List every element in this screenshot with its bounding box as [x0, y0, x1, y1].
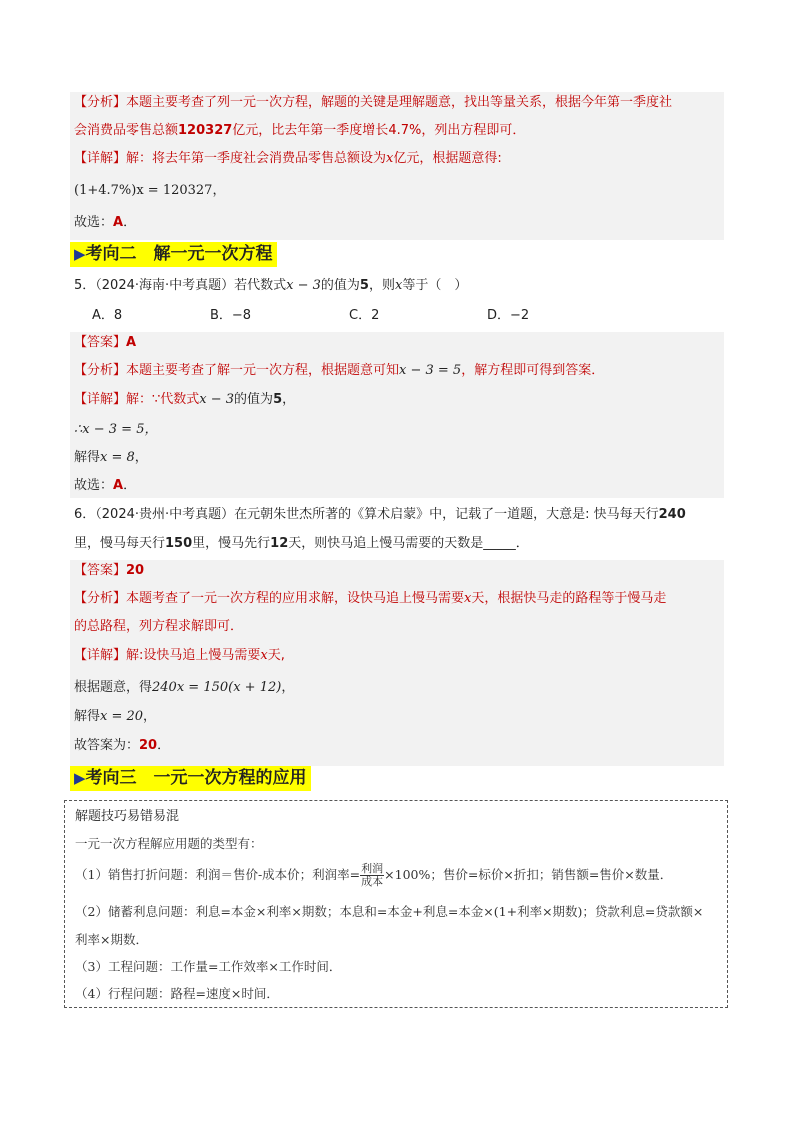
q5-step2: 解得x = 8，: [74, 450, 148, 465]
q4-analysis-line1: 【分析】本题主要考查了列一元一次方程，解题的关键是理解题意，找出等量关系，根据今年第一季度社: [74, 95, 673, 110]
q4-choice: 故选：A．: [74, 215, 137, 230]
q4-detail-line: 【详解】解：将去年第一季度社会消费品零售总额设为x亿元，根据题意得:: [74, 151, 502, 166]
tips-item-2-line1: （2）储蓄利息问题：利息=本金×利率×期数；本息和=本金+利息=本金×(1+利率×期数)；贷款利息=贷款额×: [75, 904, 704, 919]
q6-analysis-line2: 的总路程，列方程求解即可．: [74, 619, 244, 634]
q6-step2: 解得x = 20，: [74, 709, 157, 724]
profit-rate-fraction: $\frac{\text{利润}}{\text{成本}}$: [361, 862, 384, 888]
q5-choice: 故选：A．: [74, 478, 137, 493]
q6-step1: 根据题意，得240x = 150(x + 12)，: [74, 680, 295, 695]
triangle-arrow-icon: ▶: [74, 245, 86, 263]
tips-item-2-line2: 利率×期数．: [75, 932, 148, 947]
q5-analysis: 【分析】本题主要考查了解一元一次方程，根据题意可知x − 3 = 5，解方程即可得到答案．: [74, 363, 605, 378]
q5-option-d[interactable]: D．−2: [487, 308, 530, 323]
q5-option-a[interactable]: A．8: [92, 308, 123, 323]
q4-analysis-line2: 会消费品零售总额120327亿元，比去年第一季度增长4.7%，列出方程即可．: [74, 123, 526, 138]
section-header-3: ▶考向三 一元一次方程的应用: [70, 766, 311, 791]
q5-option-b[interactable]: B．−8: [210, 308, 252, 323]
tips-box: [64, 800, 728, 1008]
tips-item-3: （3）工程问题：工作量=工作效率×工作时间．: [75, 959, 342, 974]
q6-stem-line2: 里，慢马每天行150里，慢马先行12天，则快马追上慢马需要的天数是_____．: [74, 536, 529, 551]
q6-final-answer: 故答案为：20．: [74, 738, 171, 753]
q6-detail: 【详解】解:设快马追上慢马需要x天,: [74, 648, 285, 663]
q5-stem: 5．（2024·海南·中考真题）若代数式x − 3的值为5，则x等于（ ）: [74, 278, 468, 293]
q5-option-c[interactable]: C．2: [349, 308, 380, 323]
q4-equation: (1+4.7%)x = 120327，: [74, 183, 226, 198]
q5-answer: 【答案】A: [74, 335, 137, 350]
section-header-2: ▶考向二 解一元一次方程: [70, 242, 277, 267]
tips-item-1: （1）销售打折问题：利润＝售价-成本价；利润率= $\frac{\text{利润}}{\text{成本}}$ ×100%；售价=标价×折扣；销售额=售价×数量．: [75, 862, 673, 888]
q5-detail: 【详解】解：∵代数式x − 3的值为5，: [74, 392, 296, 407]
tips-intro: 一元一次方程解应用题的类型有：: [75, 836, 263, 851]
tips-item-4: （4）行程问题：路程=速度×时间．: [75, 986, 279, 1001]
q5-step1: ∴x − 3 = 5，: [74, 422, 158, 437]
q6-stem-line1: 6．（2024·贵州·中考真题）在元朝朱世杰所著的《算术启蒙》中，记载了一道题，大意是: 快马每天行240: [74, 507, 686, 522]
q5-solution-block: [70, 332, 724, 498]
triangle-arrow-icon: ▶: [74, 769, 86, 787]
tips-title: 解题技巧易错易混: [75, 809, 180, 824]
q6-answer: 【答案】20: [74, 563, 145, 578]
q6-analysis-line1: 【分析】本题考查了一元一次方程的应用求解，设快马追上慢马需要x天，根据快马走的路程等于慢马走: [74, 591, 667, 606]
